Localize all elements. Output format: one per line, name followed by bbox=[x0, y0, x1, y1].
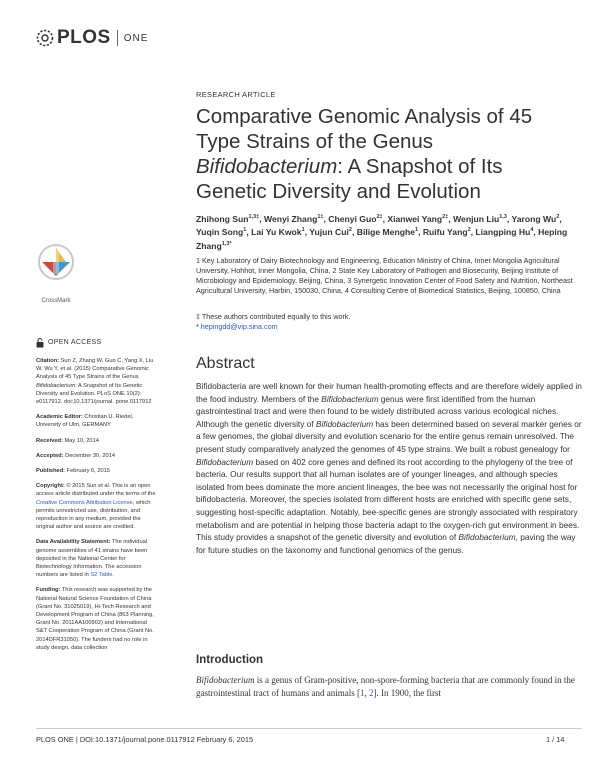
author-affiliation-marker: 1 bbox=[301, 227, 305, 234]
author-affiliation-marker: 1 bbox=[243, 227, 247, 234]
author-name: Xianwei Yang bbox=[387, 213, 443, 224]
logo-separator bbox=[117, 30, 118, 46]
author-name: Wenyi Zhang bbox=[264, 213, 318, 224]
author-name: Wenjun Liu bbox=[453, 213, 500, 224]
introduction-heading: Introduction bbox=[196, 654, 264, 666]
article-info-column bbox=[36, 338, 158, 659]
author-name: Heping Zhang bbox=[196, 227, 568, 251]
published-date: Published: February 6, 2015 bbox=[36, 468, 110, 475]
author-affiliation-marker: 2 bbox=[467, 227, 471, 234]
funding-block: Funding: This research was supported by the National Natural Science Foundation of China (Grant No. 31025019), Hi-Tech Research and Development Program of China (863 Planning, Grant No. 2011AA100902) and International S&T Cooperation Program of China (Grant No. 2014DFR31050). The funders had no role in study design, data collection bbox=[36, 587, 154, 651]
article-type: RESEARCH ARTICLE bbox=[196, 90, 276, 99]
author-affiliation-marker: 1,3 bbox=[499, 214, 507, 220]
abstract-body: Bifidobacteria are well known for their human health-promoting effects and are therefore widely applied in the food industry. Members of the Bifidobacterium genus were first identified from the human gastrointestinal tract and were then found to be widely distributed across various ecological niches. Although the genetic diversity of Bifidobacterium has been determined based on several marker genes or a few genomes, the global diversity and evolution scenario for the entire genus remain unresolved. The present study comparatively analyzed the genomes of 45 type strains. We built a robust genealogy for Bifidobacterium based on 402 core genes and defined its root according to the phylogeny of the tree of bacteria. Our results support that all human isolates are of younger lineages, and although species isolated from bees dominate the more ancient lineages, the bee was not necessarily the original host for bifidobacteria. Moreover, the species isolated from different hosts are enriched with specific gene sets, suggesting host-specific adaptation. Notably, bee-specific genes are strongly associated with respiratory metabolism and are potential in helping those bacteria adapt to the oxygen-rich gut environment in bees. This study provides a snapshot of the genetic diversity and evolution of Bifidobacterium, paving the way for future studies on the taxonomy and functional genomics of the genus. bbox=[196, 381, 582, 555]
reference-link-2[interactable]: 2 bbox=[368, 687, 374, 698]
author-name: Chenyi Guo bbox=[328, 213, 377, 224]
data-availability: Data Availability Statement: The individual genome assemblies of 41 strains have been deposited in the National Center for Biotechnology Information. The accession numbers are listed in S2 Table. bbox=[36, 539, 148, 579]
equal-contribution-note: ‡ These authors contributed equally to this work. bbox=[196, 312, 351, 321]
crossmark-icon bbox=[36, 242, 76, 292]
author-affiliation-marker: 4 bbox=[530, 227, 534, 234]
author-name: Ruifu Yang bbox=[422, 227, 468, 238]
author-name: Yuqin Song bbox=[196, 227, 244, 238]
author-notes bbox=[196, 312, 586, 332]
affiliations: 1 Key Laboratory of Dairy Biotechnology and Engineering, Education Ministry of China, Inner Mongolia Agricultural University, Hohhot, Inner Mongolia, China, 2 State Key Laboratory of Pathogen and Biosecurity, Beijing Institute of Microbiology and Epidemiology, Beijing, China, 3 Synergetic Innovation Center of Food Safety and Nutrition, Northeast Agricultural University, Harbin, 150030, China, 4 Consulting Centre of Biomedical Statistics, Beijing, 100850, China bbox=[196, 256, 573, 295]
author-affiliation-marker: 2 bbox=[348, 227, 352, 234]
abstract-heading: Abstract bbox=[196, 355, 255, 372]
author-affiliation-marker: 1,3‡ bbox=[248, 214, 260, 220]
author-list: Zhihong Sun$^{1,3\ddagger}$, Wenyi Zhang$^{1\ddagger}$, Chenyi Guo$^{2\ddagger}$, Xianwei Yang$^{2\ddagger}$, Wenjun Liu$^{1,3}$, Yarong Wu$^2$, Yuqin Song$^1$, Lai Yu Kwok$^1$, Yujun Cui$^2$, Bilige Menghe$^1$, Ruifu Yang$^2$, Liangping Hu$^4$, Heping Zhang$^{1,3*}$ bbox=[196, 213, 568, 251]
article-title: Comparative Genomic Analysis of 45 Type Strains of the Genus Bifidobacterium: A Snapshot of Its Genetic Diversity and Evolution bbox=[196, 105, 533, 203]
open-access-badge: OPEN ACCESS bbox=[36, 338, 158, 348]
footer-divider bbox=[36, 728, 582, 729]
author-name: Bilige Menghe bbox=[356, 227, 415, 238]
author-affiliation-marker: 2‡ bbox=[442, 214, 449, 220]
crossmark-label: CrossMark bbox=[41, 298, 71, 304]
academic-editor: Academic Editor: Christian U. Riedel, University of Ulm, GERMANY bbox=[36, 414, 134, 429]
author-affiliation-marker: 1,3* bbox=[221, 240, 232, 247]
author-name: Zhihong Sun bbox=[196, 213, 249, 224]
accepted-date: Accepted: December 30, 2014 bbox=[36, 452, 116, 459]
plos-logo-mark-icon bbox=[36, 29, 54, 47]
corresponding-email-line: * hepingdd@vip.sina.com bbox=[196, 322, 278, 331]
author-name: Yarong Wu bbox=[511, 213, 557, 224]
reference-link-1[interactable]: 1 bbox=[359, 687, 365, 698]
author-affiliation-marker: 1‡ bbox=[317, 214, 324, 220]
title-genus: Bifidobacterium bbox=[196, 155, 338, 178]
plos-logo bbox=[36, 24, 176, 52]
author-name: Liangping Hu bbox=[475, 227, 531, 238]
s2-table-link[interactable]: S2 Table bbox=[90, 572, 113, 579]
citation-block: Citation: Sun Z, Zhang W, Guo C, Yang X, Liu W, Wu Y, et al. (2015) Comparative Genomic Analysis of 45 Type Strains of the Genus Bifidobacterium: A Snapshot of Its Genetic Diversity and Evolution. PLoS ONE 10(2): e0117912. doi:10.1371/journal. pone.0117912 bbox=[36, 358, 154, 406]
journal-name: ONE bbox=[123, 32, 149, 44]
license-link[interactable]: Creative Commons Attribution License bbox=[36, 499, 133, 506]
open-lock-icon bbox=[36, 338, 44, 348]
plos-logo-text: PLOS bbox=[57, 27, 111, 48]
corresponding-email-link[interactable]: hepingdd@vip.sina.com bbox=[200, 322, 278, 331]
author-affiliation-marker: 2 bbox=[556, 214, 560, 220]
author-affiliation-marker: 1 bbox=[415, 227, 419, 234]
copyright-block: Copyright: © 2015 Sun et al. This is an open access article distributed under the terms of the Creative Commons Attribution License, which permits unrestricted use, distribution, and reproduction in any medium, provided the original author and source are credited. bbox=[36, 483, 156, 531]
author-name: Lai Yu Kwok bbox=[251, 227, 302, 238]
page-number: 1 / 14 bbox=[546, 735, 565, 744]
received-date: Received: May 10, 2014 bbox=[36, 437, 99, 444]
author-name: Yujun Cui bbox=[309, 227, 349, 238]
introduction-body: Bifidobacterium is a genus of Gram-positive, non-spore-forming bacteria that are commonly found in the gastrointestinal tract of humans and animals [1, 2]. In 1900, the first bbox=[196, 675, 575, 698]
author-affiliation-marker: 2‡ bbox=[376, 214, 383, 220]
footer-citation: PLOS ONE | DOI:10.1371/journal.pone.0117912 February 6, 2015 bbox=[36, 735, 254, 744]
crossmark-badge[interactable] bbox=[36, 242, 76, 302]
